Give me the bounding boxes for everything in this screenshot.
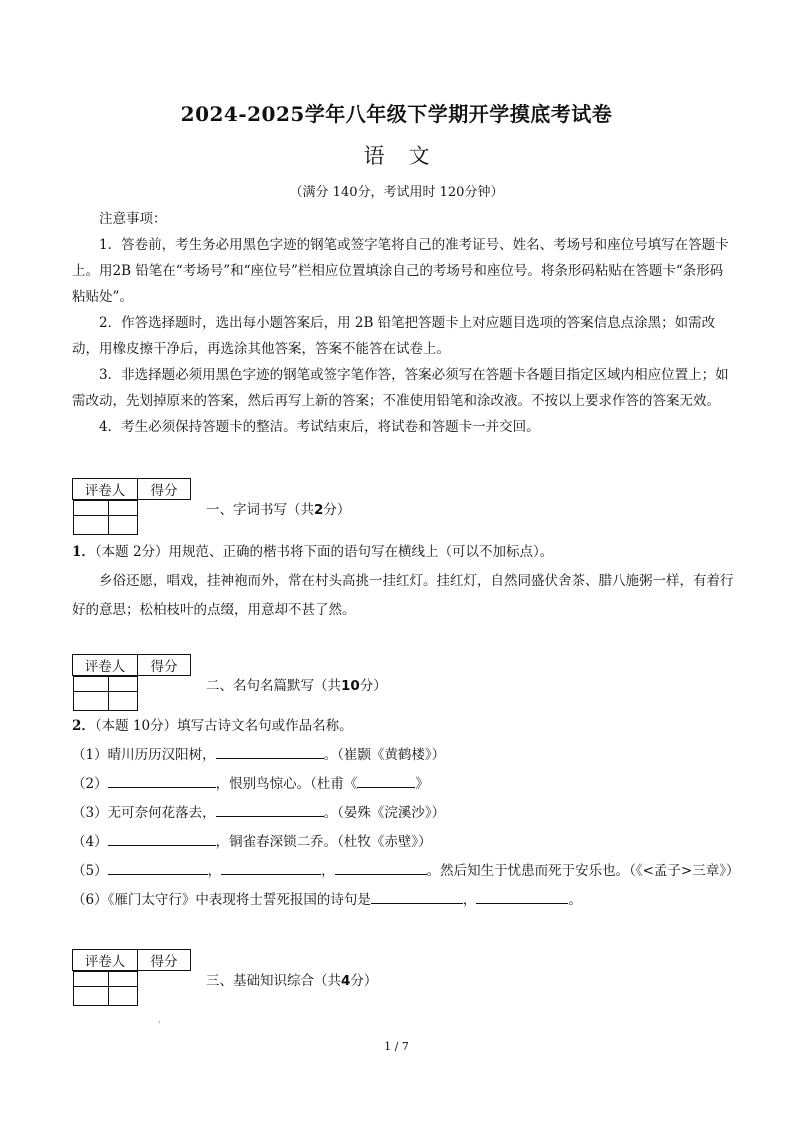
section-title: 三、基础知识综合（共4分）: [206, 973, 378, 989]
fill-line-6: （6）《雁门太守行》中表现将士誓死报国的诗句是 ， 。: [72, 886, 737, 915]
score-label: 得分: [138, 655, 191, 676]
grader-cell: [73, 972, 108, 1006]
question-1: [72, 538, 737, 625]
grader-label: 评卷人: [73, 655, 138, 676]
section-title: 二、名句名篇默写（共10分）: [206, 678, 387, 694]
question-2: [72, 712, 740, 915]
answer-blank[interactable]: [108, 859, 208, 875]
answer-blank[interactable]: [221, 859, 321, 875]
question-number: 2．: [72, 718, 95, 734]
fill-line-1: （1）晴川历历汉阳树， 。（崔颢《黄鹤楼》）: [72, 741, 737, 770]
answer-blank[interactable]: [357, 772, 415, 788]
grader-label: 评卷人: [73, 479, 138, 500]
note-item: 3．非选择题必须用黑色字迹的钢笔或签字笔作答，答案必须写在答题卡各题目指定区域内相应位置上；如需改动，先划掉原来的答案，然后再写上新的答案；不准使用铅笔和涂改液。不按以上要求作答的答案无效。: [72, 367, 729, 409]
grader-table: [72, 654, 191, 696]
grader-table: [72, 478, 191, 520]
question-passage: 乡俗还愿，唱戏，挂神袍而外，常在村头高挑一挂红灯。挂红灯，自然同盛伏舍茶、腊八施粥一样，有着行好的意思；松柏枝叶的点缀，用意却不甚了然。: [72, 573, 734, 618]
score-cell: [108, 972, 137, 1006]
question-stem: （本题 10分）填写古诗文名句或作品名称。: [94, 718, 353, 734]
answer-blank[interactable]: [108, 830, 216, 846]
page-number: 1 / 7: [384, 1040, 409, 1053]
question-number: 1．: [72, 544, 95, 560]
answer-blank[interactable]: [335, 859, 427, 875]
fill-line-3: （3）无可奈何花落去， 。（晏殊《浣溪沙》）: [72, 799, 737, 828]
answer-blank[interactable]: [108, 772, 216, 788]
grader-cell: [73, 677, 108, 711]
note-item: 1．答卷前，考生务必用黑色字迹的钢笔或签字笔将自己的准考证号、姓名、考场号和座位号填写在答题卡上。用2B 铅笔在“考场号”和“座位号”栏相应位置填涂自己的考场号和座位号。将条形码粘贴在答题卡“条形码粘贴处”。: [72, 237, 729, 305]
answer-blank[interactable]: [476, 888, 568, 904]
score-label: 得分: [138, 479, 191, 500]
answer-blank[interactable]: [371, 888, 463, 904]
grader-table: [72, 949, 191, 991]
answer-blank[interactable]: [216, 801, 324, 817]
fill-line-5: （5） ， ， 。然后知生于忧患而死于安乐也。（《<孟子>三章》）: [72, 857, 737, 886]
fill-line-2: （2） ，恨别鸟惊心。（杜甫《 》: [72, 770, 737, 799]
score-cell: [108, 501, 137, 535]
notes-heading: 注意事项：: [99, 211, 167, 227]
grader-label: 评卷人: [73, 950, 138, 971]
section-header-2: [72, 654, 732, 692]
grader-cell: [73, 501, 108, 535]
section-header-1: [72, 478, 732, 516]
footer-mark: ': [158, 1020, 161, 1029]
exam-title: 2024-2025学年八年级下学期开学摸底考试卷: [180, 102, 613, 126]
note-item: 4．考生必须保持答题卡的整洁。考试结束后，将试卷和答题卡一并交回。: [99, 419, 540, 435]
fill-line-4: （4） ，铜雀春深锁二乔。（杜牧《赤壁》）: [72, 828, 737, 857]
section-title: 一、字词书写（共2分）: [206, 502, 351, 518]
score-note: （满分 140分，考试用时 120分钟）: [289, 185, 504, 200]
score-cell: [108, 677, 137, 711]
answer-blank[interactable]: [216, 743, 324, 759]
notes-block: [72, 206, 732, 440]
note-item: 2．作答选择题时，选出每小题答案后，用 2B 铅笔把答题卡上对应题目选项的答案信息点涂黑；如需改动，用橡皮擦干净后，再选涂其他答案，答案不能答在试卷上。: [72, 315, 716, 357]
question-stem: （本题 2分）用规范、正确的楷书将下面的语句写在横线上（可以不加标点）。: [94, 544, 554, 560]
section-header-3: [72, 949, 732, 987]
score-label: 得分: [138, 950, 191, 971]
exam-subject: 语文: [363, 144, 454, 168]
